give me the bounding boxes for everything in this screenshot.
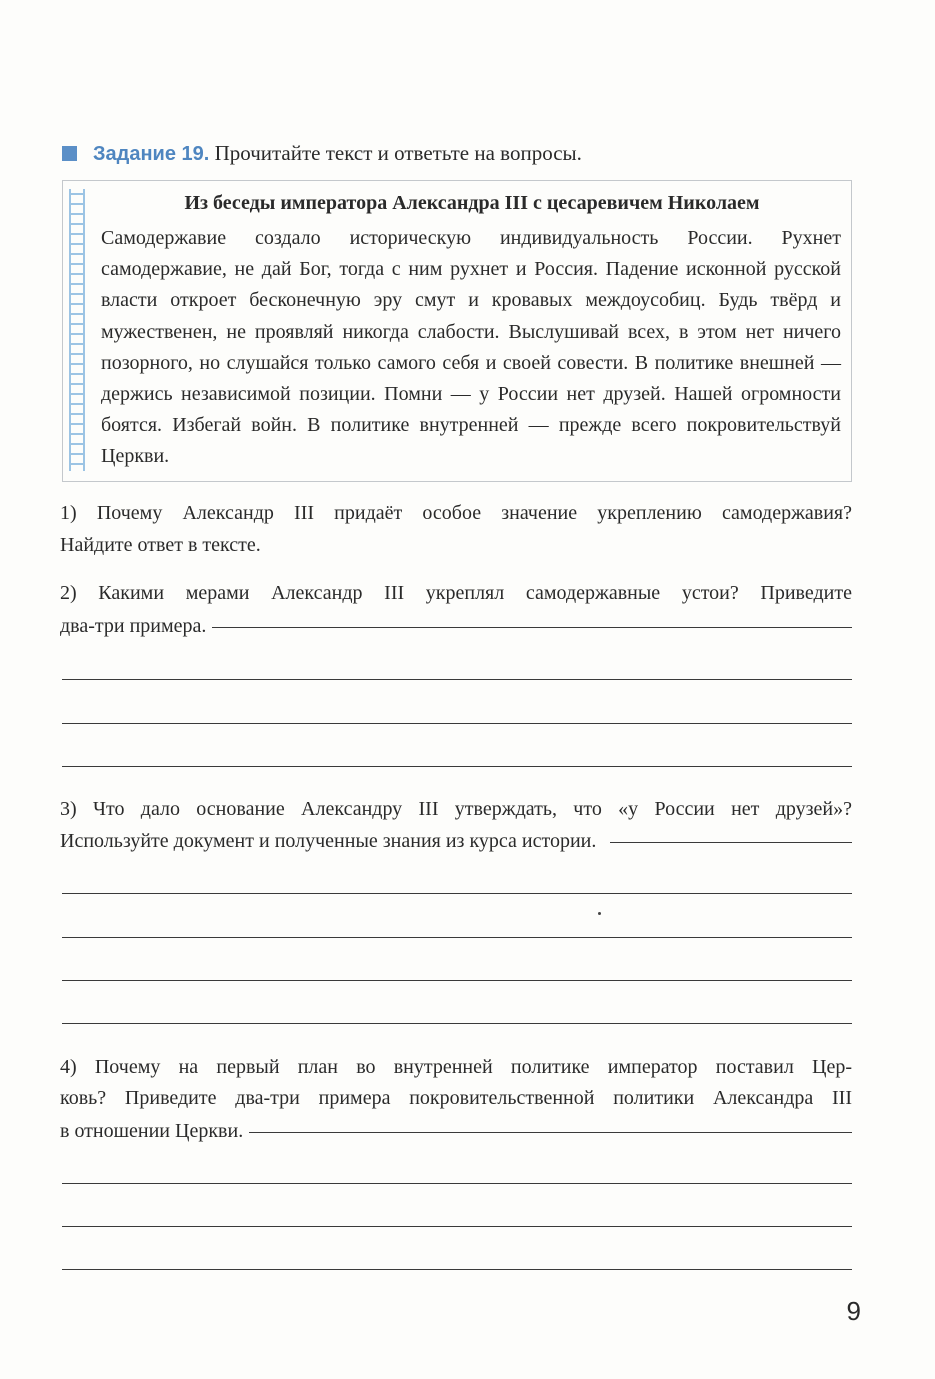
- answer-line-q4[interactable]: [62, 1226, 852, 1227]
- task-header: [62, 138, 582, 169]
- task-marker-icon: [62, 146, 77, 161]
- question-2-line-1: 2) Какими мерами Александр III укреплял самодержавные устои? Приведите: [60, 582, 852, 604]
- stray-dot: [598, 912, 601, 915]
- answer-field-q2-inline[interactable]: [212, 627, 852, 628]
- question-4-line-2: ковь? Приведите два-три примера покровительственной политики Александра III: [60, 1087, 852, 1109]
- answer-field-q3-inline[interactable]: [610, 842, 852, 843]
- answer-line-q2[interactable]: [62, 679, 852, 680]
- decorative-border-pattern: [69, 189, 85, 471]
- question-3-line-2: [60, 826, 852, 856]
- answer-line-q3[interactable]: [62, 1023, 852, 1024]
- task-label: Задание 19.: [93, 143, 210, 165]
- question-1-line-2: Найдите ответ в тексте.: [60, 534, 261, 556]
- source-title: Из беседы императора Александра III с цесаревичем Николаем: [184, 192, 760, 214]
- question-2-text: два-три примера.: [60, 615, 207, 637]
- task-instruction: Прочитайте текст и ответьте на вопросы.: [214, 141, 582, 165]
- answer-line-q3[interactable]: [62, 893, 852, 894]
- source-document-box: [62, 180, 852, 482]
- answer-field-q4-inline[interactable]: [249, 1132, 852, 1133]
- answer-line-q3[interactable]: [62, 980, 852, 981]
- answer-line-q2[interactable]: [62, 766, 852, 767]
- answer-line-q3[interactable]: [62, 937, 852, 938]
- question-1-line-1: 1) Почему Александр III придаёт особое значение укреплению самодержавия?: [60, 502, 852, 524]
- page-number: 9: [846, 1296, 861, 1326]
- question-3-line-1: 3) Что дало основание Александру III утверждать, что «у России нет друзей»?: [60, 798, 852, 820]
- answer-line-q2[interactable]: [62, 723, 852, 724]
- question-4-line-1: 4) Почему на первый план во внутренней политике император поставил Цер-: [60, 1056, 852, 1078]
- answer-line-q4[interactable]: [62, 1269, 852, 1270]
- question-4-text: в отношении Церкви.: [60, 1120, 244, 1142]
- question-3-text: Используйте документ и полученные знания из курса истории.: [60, 830, 597, 852]
- question-4-line-3: [60, 1116, 852, 1146]
- question-2-line-2: [60, 611, 852, 641]
- answer-line-q4[interactable]: [62, 1183, 852, 1184]
- source-text: Самодержавие создало историческую индивидуальность России. Рухнет самодержавие, не дай Бог, тогда с ним рухнет и Россия. Падение исконной русской власти откроет бесконечную эру смут и кровавых междоусобиц. Будь твёрд и мужественен, не проявляй никогда слабости. Выслушивай всех, в этом нет ничего позорного, но слушайся только самого себя и своей совести. В политике внешней — держись независимой позиции. Помни — у России нет друзей. Нашей огромности боятся. Избегай войн. В политике внутренней — прежде всего покровительствуй Церкви.: [101, 227, 841, 468]
